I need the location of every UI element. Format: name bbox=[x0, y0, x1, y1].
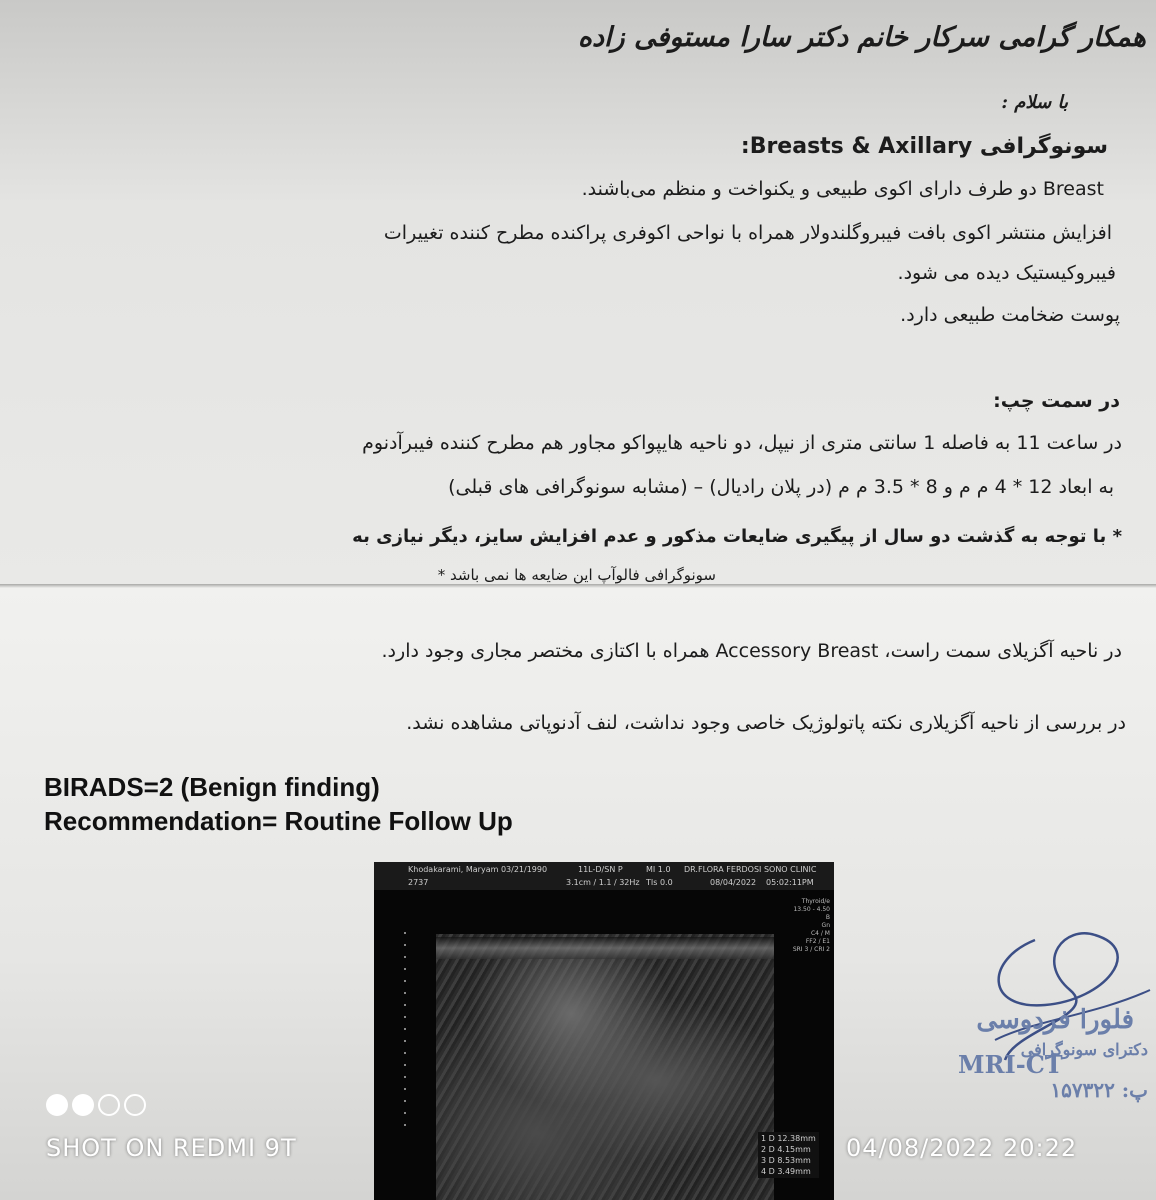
us-skin-band bbox=[436, 937, 774, 959]
recommendation: Recommendation= Routine Follow Up bbox=[44, 806, 513, 836]
ultrasound-image bbox=[374, 862, 834, 1200]
note-line-1: * با توجه به گذشت دو سال از پیگیری ضایعات مذکور و عدم افزایش سایز، دیگر نیازی به bbox=[352, 526, 1122, 547]
us-clinic: DR.FLORA FERDOSI SONO CLINIC bbox=[684, 865, 817, 874]
us-mi: MI 1.0 bbox=[646, 865, 671, 874]
axilla-line-1: در ناحیه آگزیلای سمت راست، Accessory Breast همراه با اکتازی مختصر مجاری وجود دارد. bbox=[381, 640, 1122, 662]
camera-device: SHOT ON REDMI 9T bbox=[46, 1134, 297, 1162]
axilla-line-2: در بررسی از ناحیه آگزیلاری نکته پاتولوژیک خاصی وجود نداشت، لنف آدنوپاتی مشاهده نشد. bbox=[406, 712, 1126, 734]
us-measurements: 1 D 12.38mm 2 D 4.15mm 3 D 8.53mm 4 D 3.49mm bbox=[758, 1132, 819, 1178]
us-depth: 3.1cm / 1.1 / 32Hz bbox=[566, 878, 640, 887]
us-date: 08/04/2022 bbox=[710, 878, 757, 887]
us-tis: TIs 0.0 bbox=[646, 878, 673, 887]
left-side-title: در سمت چپ: bbox=[993, 390, 1120, 412]
stamp-title: دکترای سونوگرافی bbox=[1020, 1040, 1148, 1059]
us-scan-area bbox=[436, 934, 774, 1200]
dot-icon bbox=[98, 1094, 120, 1116]
paragraph-2-line-2: فیبروکیستیک دیده می شود. bbox=[897, 262, 1116, 284]
us-patient: Khodakarami, Maryam 03/21/1990 bbox=[408, 865, 548, 874]
birads-result: BIRADS=2 (Benign finding) bbox=[44, 772, 380, 802]
left-side-line-2: به ابعاد 12 * 4 م م و 8 * 3.5 م م (در پلان رادیال) – (مشابه سونوگرافی های قبلی) bbox=[448, 476, 1114, 498]
us-depth-scale bbox=[404, 932, 406, 1132]
us-time: 05:02:11PM bbox=[766, 878, 814, 887]
us-id: 2737 bbox=[408, 878, 429, 887]
camera-dots bbox=[46, 1094, 150, 1120]
stamp-code: پ: ۱۵۷۳۲۲ bbox=[1050, 1078, 1148, 1102]
us-probe: 11L-D/SN P bbox=[578, 865, 623, 874]
dot-icon bbox=[124, 1094, 146, 1116]
section-title: سونوگرافی Breasts & Axillary: bbox=[740, 134, 1108, 159]
dot-icon bbox=[46, 1094, 68, 1116]
paragraph-2-line-1: افزایش منتشر اکوی بافت فیبروگلندولار همراه با نواحی اکوفری پراکنده مطرح کننده تغییرات bbox=[383, 222, 1112, 244]
dot-icon bbox=[72, 1094, 94, 1116]
stamp-name: فلورا فردوسی bbox=[976, 1005, 1134, 1035]
left-side-line-1: در ساعت 11 به فاصله 1 سانتی متری از نیپل، دو ناحیه هایپواکو مجاور هم مطرح کننده فیبرآدنوم bbox=[362, 432, 1122, 454]
stamp-mri: MRI-CT bbox=[958, 1050, 1063, 1079]
camera-datetime: 04/08/2022 20:22 bbox=[846, 1134, 1078, 1162]
note-line-2: سونوگرافی فالوآپ این ضایعه ها نمی باشد * bbox=[437, 566, 716, 584]
us-side-info: Thyroid/e 13.50 - 4.50 B Gn C4 / M FF2 / E1 SRI 3 / CRI 2 bbox=[792, 898, 830, 953]
ultrasound-header bbox=[374, 862, 834, 890]
paragraph-1: Breast دو طرف دارای اکوی طبیعی و یکنواخت و منظم می‌باشند. bbox=[581, 178, 1104, 200]
paragraph-3: پوست ضخامت طبیعی دارد. bbox=[900, 304, 1120, 326]
greeting-to: همکار گرامی سرکار خانم دکتر سارا مستوفی زاده bbox=[577, 22, 1146, 53]
salutation: با سلام : bbox=[1001, 92, 1068, 113]
